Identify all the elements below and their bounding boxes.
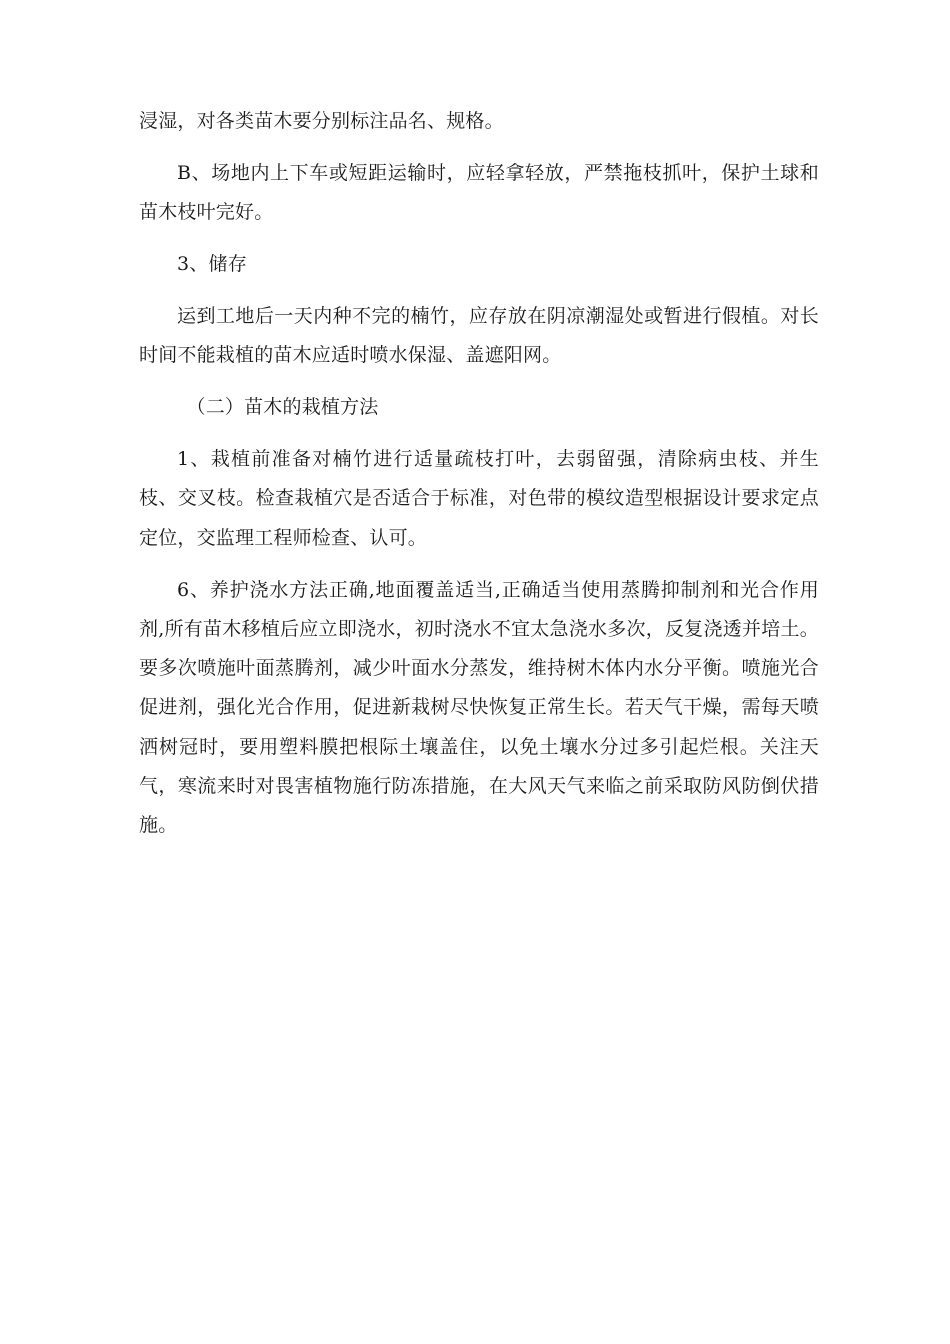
paragraph-storage: 运到工地后一天内种不完的楠竹，应存放在阴凉潮湿处或暂进行假植。对长时间不能栽植的苗木应适时喷水保湿、盖遮阳网。	[139, 304, 819, 367]
paragraph-transport-handling: B、场地内上下车或短距运输时，应轻拿轻放，严禁拖枝抓叶，保护土球和苗木枝叶完好。	[139, 161, 819, 224]
section-heading-storage: 3、储存	[177, 253, 247, 276]
paragraph-maintenance-watering: 6、养护浇水方法正确,地面覆盖适当,正确适当使用蒸腾抑制剂和光合作用剂,所有苗木移植后应立即浇水，初时浇水不宜太急浇水多次，反复浇透并培土。要多次喷施叶面蒸腾剂，减少叶面水分蒸发，维持树木体内水分平衡。喷施光合促进剂，强化光合作用，促进新栽树尽快恢复正常生长。若天气干燥，需每天喷洒树冠时，要用塑料膜把根际土壤盖住，以免土壤水分过多引起烂根。关注天气，寒流来时对畏害植物施行防冻措施，在大风天气来临之前采取防风防倒伏措施。	[139, 578, 819, 837]
paragraph-continuation: 浸湿，对各类苗木要分别标注品名、规格。	[139, 110, 504, 132]
section-heading-planting-method: （二）苗木的栽植方法	[186, 396, 379, 419]
document-body	[139, 102, 819, 858]
paragraph-planting-preparation: 1、栽植前准备对楠竹进行适量疏枝打叶，去弱留强，清除病虫枝、并生枝、交叉枝。检查栽植穴是否适合于标准，对色带的模纹造型根据设计要求定点定位，交监理工程师检查、认可。	[139, 448, 819, 549]
